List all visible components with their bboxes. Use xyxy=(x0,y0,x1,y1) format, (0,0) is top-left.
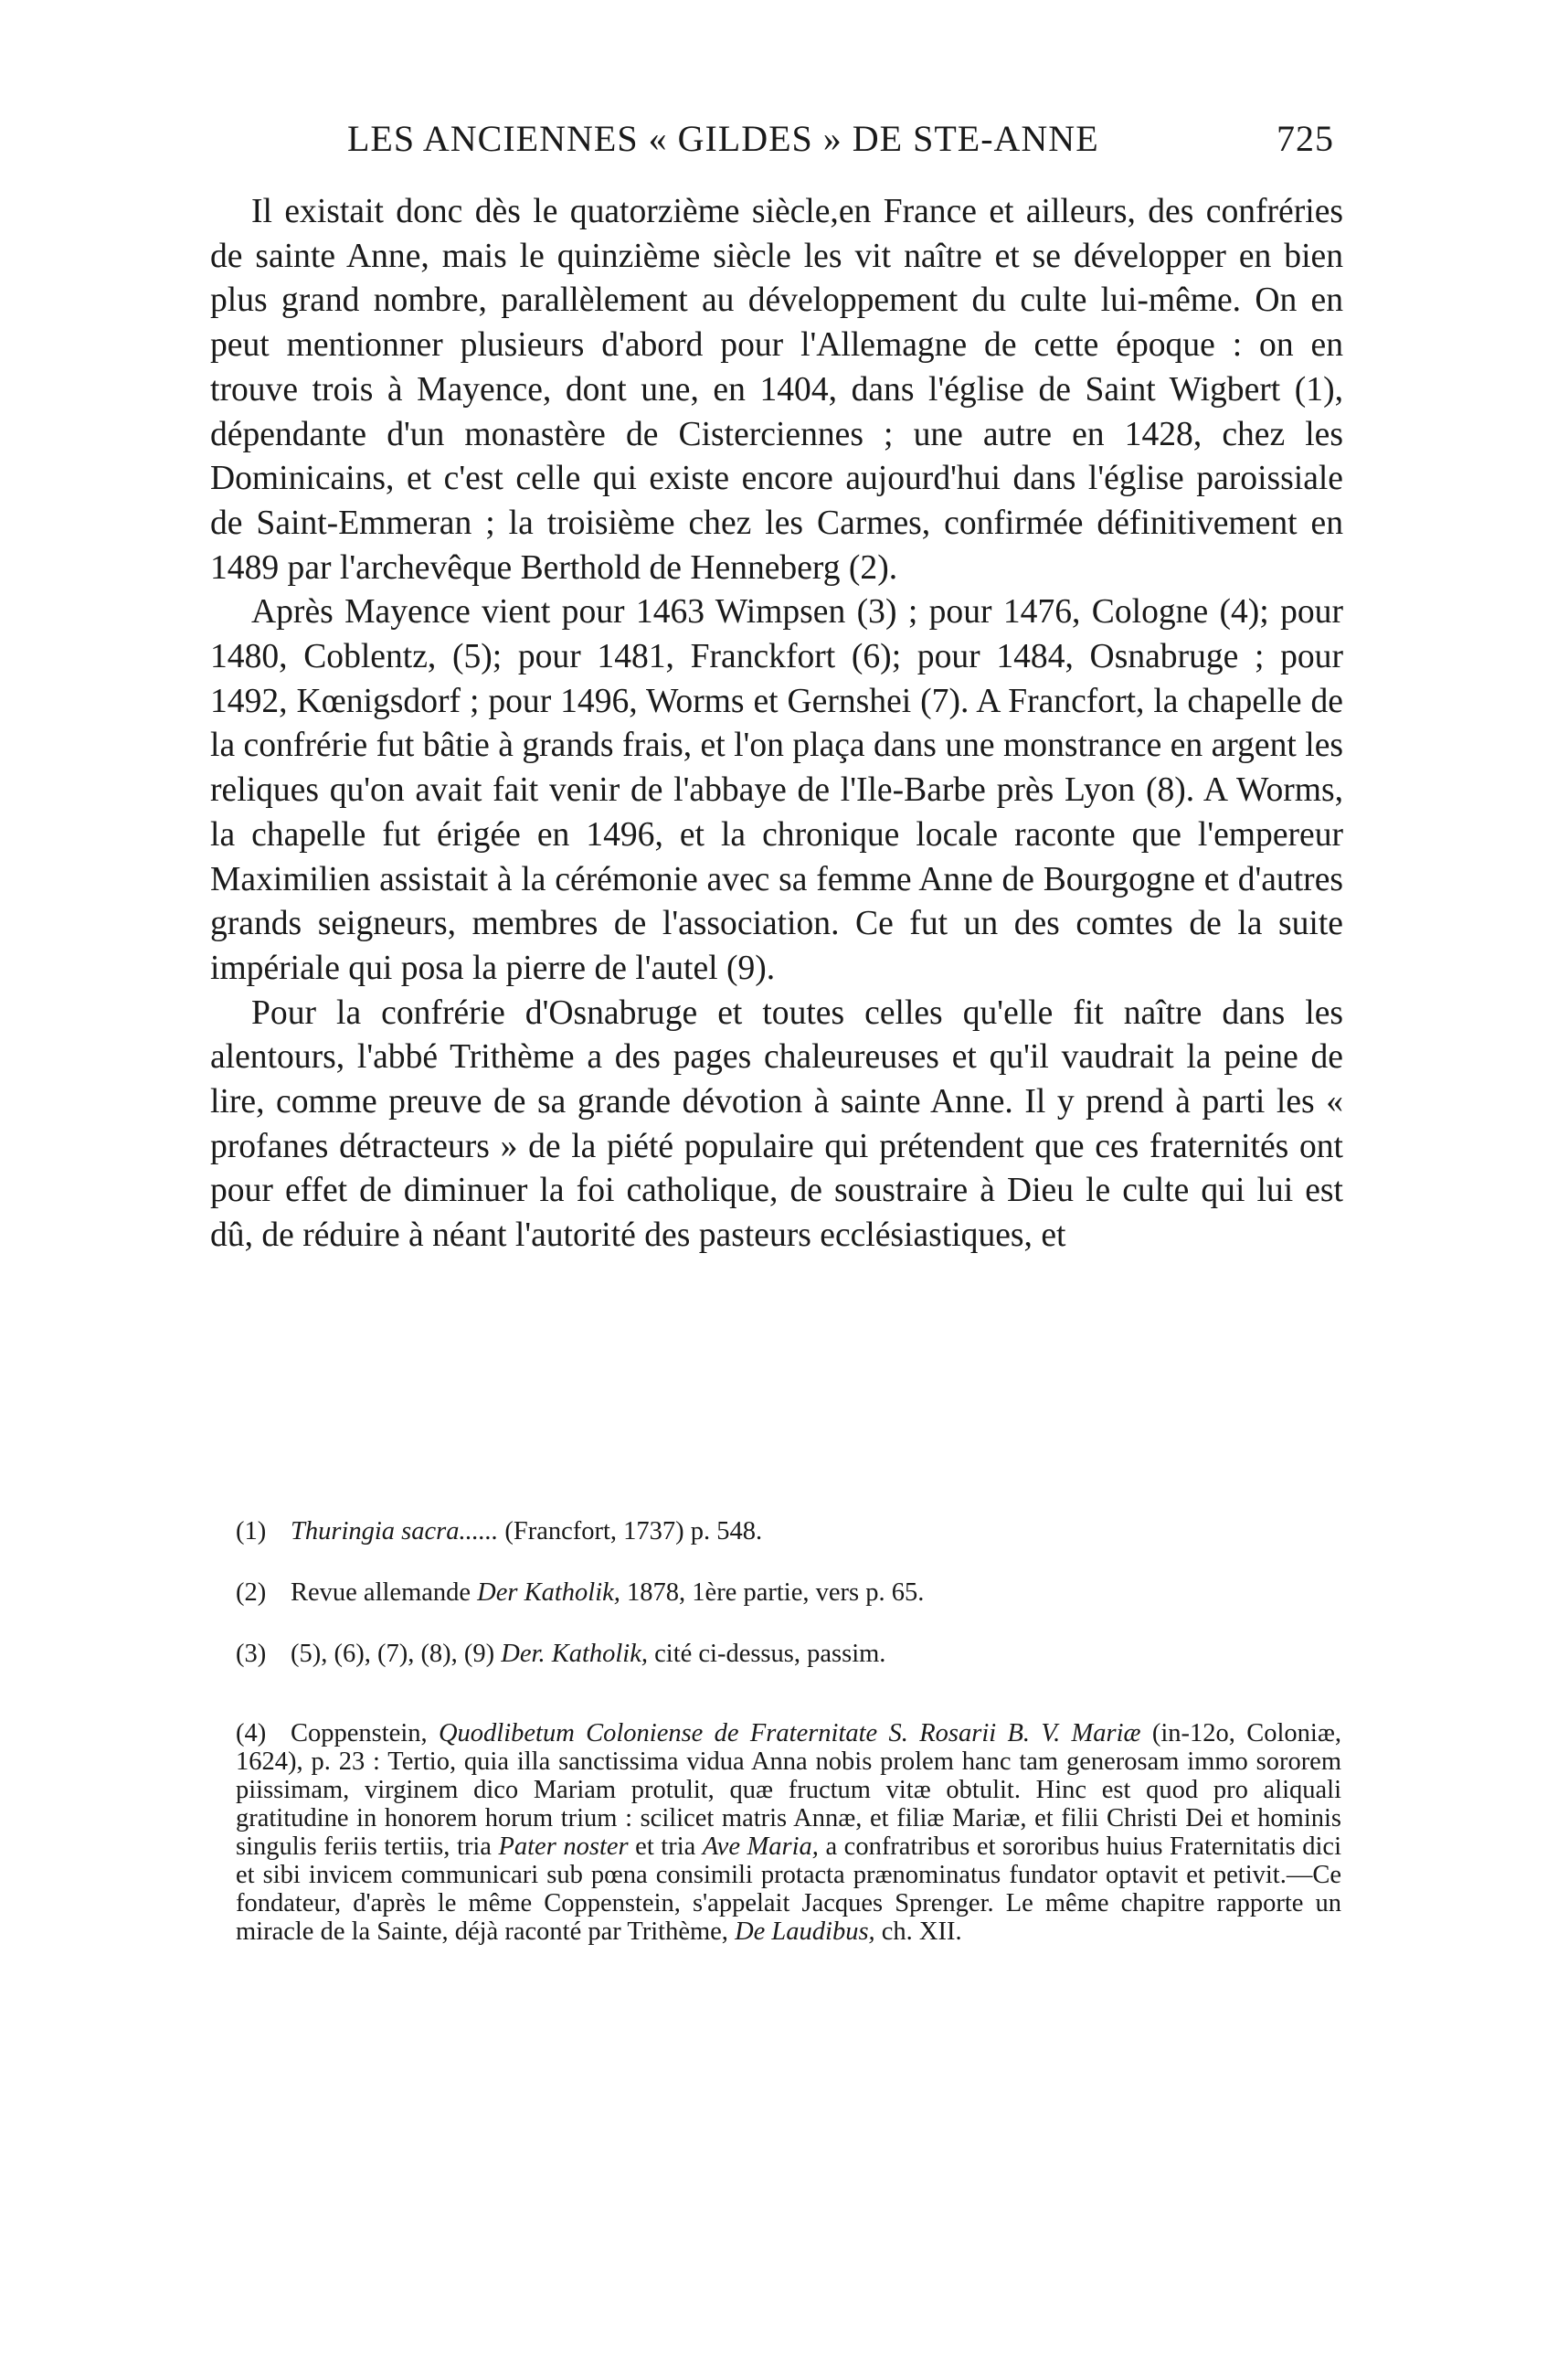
footnotes xyxy=(236,1517,1341,1979)
footnote-3 xyxy=(236,1640,1341,1668)
paragraph-1: Il existait donc dès le quatorzième siècle,en France et ailleurs, des confréries de sainte Anne, mais le quinzième siècle les vit naître et se développer en bien plus grand nombre, parallèlement au développement du culte lui-même. On en peut mentionner plusieurs d'abord pour l'Allemagne de cette époque : on en trouve trois à Mayence, dont une, en 1404, dans l'église de Saint Wigbert (1), dépendante d'un monastère de Cisterciennes ; une autre en 1428, chez les Dominicains, et c'est celle qui existe encore aujourd'hui dans l'église paroissiale de Saint-Emmeran ; la troisième chez les Carmes, confirmée définitivement en 1489 par l'archevêque Berthold de Henneberg (2). xyxy=(210,193,1343,587)
footnote-italic: Ave Maria, xyxy=(702,1832,819,1861)
page-number: 725 xyxy=(1277,118,1334,159)
footnote-text: ch. XII. xyxy=(874,1917,962,1946)
body-text xyxy=(210,190,1343,1259)
footnote-4 xyxy=(236,1719,1341,1946)
footnote-text: et tria xyxy=(628,1832,703,1861)
footnote-number: (2) xyxy=(236,1578,267,1607)
footnote-italic: Der Katholik, xyxy=(477,1578,620,1607)
footnote-italic: De Laudibus, xyxy=(735,1917,875,1946)
paragraph-3: Pour la confrérie d'Osnabruge et toutes celles qu'elle fit naître dans les alentours, l'abbé Trithème a des pages chaleureuses et qu'il vaudrait la peine de lire, comme preuve de sa grande dévotion à sainte Anne. Il y prend à parti les « profanes détracteurs » de la piété populaire qui prétendent que ces fraternités ont pour effet de diminuer la foi catholique, de soustraire à Dieu le culte qui lui est dû, de réduire à néant l'autorité des pasteurs ecclésiastiques, et xyxy=(210,993,1343,1255)
footnote-text: Revue allemande xyxy=(291,1578,478,1607)
running-head xyxy=(210,117,1334,172)
footnote-number: (1) xyxy=(236,1517,267,1545)
footnote-italic: Thuringia sacra...... xyxy=(291,1517,499,1545)
running-title: LES ANCIENNES « GILDES » DE STE-ANNE xyxy=(347,118,1099,159)
footnote-text: (5), (6), (7), (8), (9) xyxy=(291,1640,502,1668)
footnote-italic: Quodlibetum Coloniense de Fraternitate S. Rosarii B. V. Mariæ xyxy=(438,1719,1141,1747)
footnote-text: a confratribus et sororibus huius Fraternitatis dici et sibi invicem communicari sub pœna consimili protacta prænominatus fundator optavit et petivit.—Ce fondateur, d'après le même Coppenstein, s'appelait Jacques Sprenger. Le même chapitre rapporte un miracle de la Sainte, déjà raconté par Trithème, xyxy=(236,1832,1341,1946)
paragraph-2: Après Mayence vient pour 1463 Wimpsen (3) ; pour 1476, Cologne (4); pour 1480, Coblentz, (5); pour 1481, Franckfort (6); pour 1484, Osnabruge ; pour 1492, Kœnigsdorf ; pour 1496, Worms et Gernshei (7). A Francfort, la chapelle de la confrérie fut bâtie à grands frais, et l'on plaça dans une monstrance en argent les reliques qu'on avait fait venir de l'abbaye de l'Ile-Barbe près Lyon (8). A Worms, la chapelle fut érigée en 1496, et la chronique locale raconte que l'empereur Maximilien assistait à la cérémonie avec sa femme Anne de Bourgogne et d'autres grands seigneurs, membres de l'association. Ce fut un des comtes de la suite impériale qui posa la pierre de l'autel (9). xyxy=(210,593,1343,987)
footnote-text: (Francfort, 1737) p. 548. xyxy=(498,1517,763,1545)
footnote-1 xyxy=(236,1517,1341,1545)
footnote-text: Coppenstein, xyxy=(291,1719,439,1747)
footnote-text: 1878, 1ère partie, vers p. 65. xyxy=(620,1578,925,1607)
footnote-text: (in-12o, Coloniæ, 1624), p. 23 : Tertio, quia illa sanctissima vidua Anna nobis prolem hanc tam generosam immo sororem piissimam, virginem dico Mariam protulit, quæ fructum vitæ obtulit. Hinc est quod pro aliquali gratitudine in honorem horum trium : scilicet matris Annæ, et filiæ Mariæ, et filii Christi Dei et hominis singulis feriis tertiis, tria xyxy=(236,1719,1341,1861)
footnote-italic: Der. Katholik, xyxy=(501,1640,648,1668)
footnote-number: (4) xyxy=(236,1719,267,1747)
footnote-number: (3) xyxy=(236,1640,267,1668)
footnote-text: cité ci-dessus, passim. xyxy=(648,1640,886,1668)
footnote-2 xyxy=(236,1578,1341,1607)
footnote-italic: Pater noster xyxy=(498,1832,629,1861)
